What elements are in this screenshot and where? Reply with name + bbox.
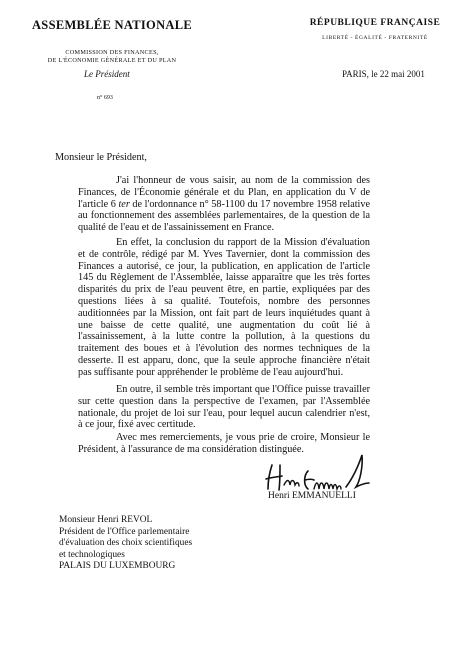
sender-title: Le Président — [84, 69, 130, 79]
paragraph-1 — [78, 175, 370, 234]
signer-name: Henri EMMANUELLI — [268, 491, 356, 501]
commission-line-1: COMMISSION DES FINANCES, — [65, 49, 159, 56]
letterhead-right — [290, 18, 460, 41]
paragraph-3: En outre, il semble très important que l'Office puisse travailler sur cette question dans la perspective de l'examen, par l'Assemblée nationale, du projet de loi sur l'eau, pour lequel aucun calendrier n'est, à ce jour, fixé avec certitude. — [78, 384, 370, 431]
republic-motto: LIBERTÉ - ÉGALITÉ - FRATERNITÉ — [322, 35, 428, 41]
paragraph-4: Avec mes remerciements, je vous prie de croire, Monsieur le Président, à l'assurance de ma considération distinguée. — [78, 432, 370, 455]
paragraph-1-italic: ter — [118, 198, 130, 210]
reference-number: n° 693 — [97, 95, 113, 101]
salutation: Monsieur le Président, — [55, 152, 147, 163]
recipient-line-5: PALAIS DU LUXEMBOURG — [59, 561, 176, 572]
republic-name: RÉPUBLIQUE FRANÇAISE — [309, 18, 441, 28]
recipient-line-3: d'évaluation des choix scientifiques — [59, 538, 193, 549]
letterhead-left — [12, 18, 212, 65]
recipient-line-1: Monsieur Henri REVOL — [59, 515, 153, 525]
commission-name — [12, 49, 212, 65]
recipient-line-4: et technologiques — [59, 549, 125, 560]
paragraph-1-text-b: de l'ordonnance n° 58-1100 du 17 novembre 1958 relative au fonctionnement des assemblées parlementaires, de la question de la qualité de l'eau et de l'assainissement en France. — [78, 198, 370, 234]
recipient-line-2: Président de l'Office parlementaire — [59, 526, 190, 537]
paragraph-2: En effet, la conclusion du rapport de la Mission d'évaluation et de contrôle, rédigé par M. Yves Tavernier, dont la commission des Finances a autorisé, ce jour, la publication, en application de l'article 145 du Règlement de l'Assemblée, laisse apparaître que les très fortes disparités du prix de l'eau peuvent être, en partie, expliquées par des questions liées à sa qualité. Toutefois, nombre des personnes auditionnées par la Mission, ont fait part de leurs inquiétudes quant à une baisse de cette qualité, une augmentation du coût lié à l'assainissement, à la lutte contre la pollution, à la questions du traitement des boues et à l'évolution des normes techniques de la desserte. Il est apparu, donc, que la seule approche financière n'était pas suffisante pour appréhender le problème de l'eau aujourd'hui. — [78, 237, 370, 378]
organization-name: ASSEMBLÉE NATIONALE — [31, 18, 193, 32]
commission-line-2: DE L'ÉCONOMIE GÉNÉRALE ET DU PLAN — [47, 57, 177, 64]
paragraph-1-text-a: J'ai l'honneur de vous saisir, au nom de la commission des Finances, de l'Économie générale et du Plan, en application du V de l'article 6 — [78, 175, 370, 210]
place-date: PARIS, le 22 mai 2001 — [342, 69, 425, 79]
handwritten-signature — [262, 449, 372, 495]
recipient-address — [59, 515, 192, 573]
